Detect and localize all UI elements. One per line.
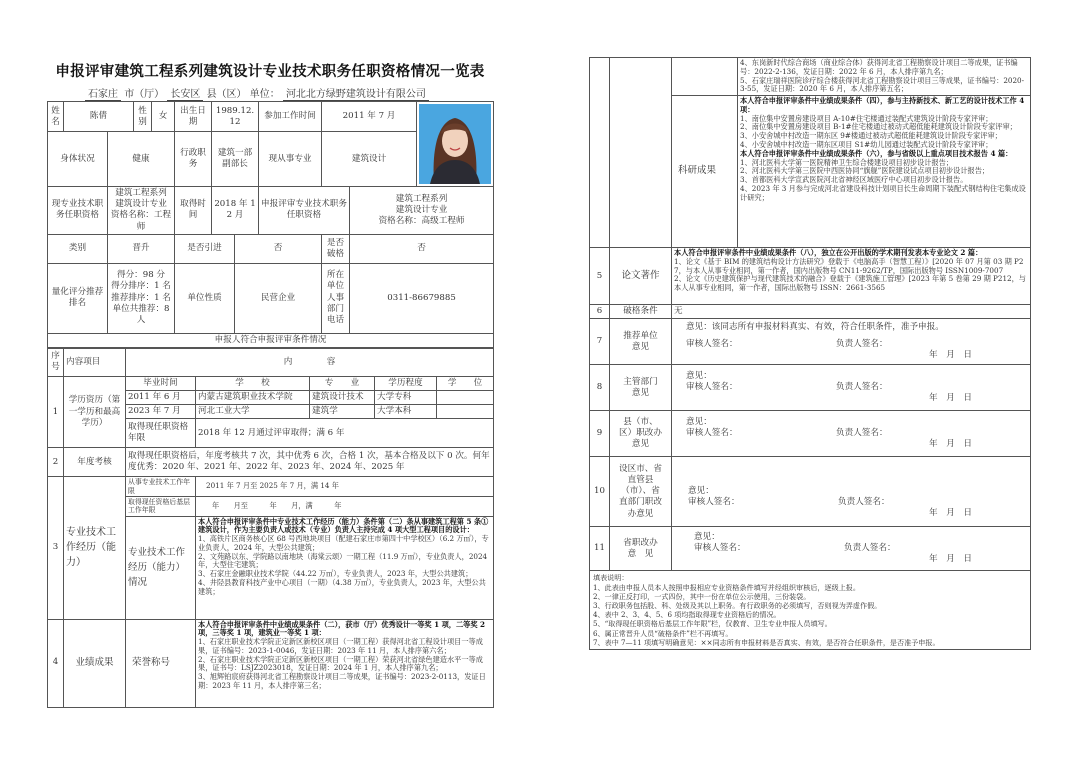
achievements-label: 业绩成果: [64, 619, 126, 707]
form-notes: [590, 571, 1031, 650]
note-item: 7、表中 7—11 项填写明确意见：××同志所有申报材料是否真实、有效，是否符合任职条件，是否准予申报。: [593, 637, 940, 647]
unit-nature-value: 民营企业: [235, 263, 322, 333]
paper-item: 1、论文《基于 BIM 的建筑结构设计方法研究》登载于《电脑高手（智慧工程）》[2020 年 07 月第 03 期 P27，与本人从事专业相同，第一作者，国内出版物号 CN11-9262/TP，国际出版物号 ISSN1009-7007: [674, 256, 1024, 275]
edu-header-time: 毕业时间: [126, 376, 196, 390]
document-title: 申报评审建筑工程系列建筑设计专业技术职务任职资格情况一览表: [55, 64, 485, 80]
annual-review-label: 年度考核: [64, 448, 126, 477]
research-heading: 本人符合申报评审条件中业绩成果条件（四），参与主持新技术、新工艺的设计技术工作 4 项：: [740, 96, 1025, 114]
edu-level: 大学本科: [375, 405, 437, 419]
opinion-row: [590, 365, 1031, 411]
opinion-content: [672, 527, 1031, 571]
opinion-row: [590, 319, 1031, 365]
location-line: [47, 85, 493, 100]
continued-label: [610, 58, 672, 248]
note-item: 4、表中 2、3、4、5、6 项均指取得现专业资格后的情况。: [593, 610, 781, 620]
recommend-rank-value: 推荐排序：1 名: [111, 292, 171, 303]
opinion-label: 设区市、省直管县（市）、省直部门职改办意见: [610, 457, 672, 527]
opinion-date[interactable]: 年 月 日: [929, 393, 972, 404]
conditions-table: [47, 348, 494, 708]
work-years-label: 从事专业技术工作年限: [126, 477, 196, 497]
opinion-row: [590, 527, 1031, 571]
current-qual-name: 资格名称：工程师: [110, 210, 172, 232]
exceptional-no: 6: [590, 305, 610, 319]
opinion-row: [590, 411, 1031, 457]
right-page: [589, 57, 1030, 650]
admin-post-label: 行政职务: [175, 132, 212, 187]
experience-item: 2、文苑路以东、学院路以南地块（海棠云颂）一期工程（11.9 万㎡），专业负责人，2024 年，大型住宅建筑；: [198, 551, 488, 570]
annual-review-no: 2: [48, 448, 64, 477]
honors-label: 荣誉称号: [126, 619, 196, 707]
leader-signature[interactable]: 负责人签名：: [836, 382, 888, 393]
opinion-no: 11: [590, 527, 610, 571]
report-heading: 本人符合申报评审条件中业绩成果条件（六），参与省级以上重点项目技术报告 4 篇：: [740, 148, 1013, 158]
applicant-photo: [417, 102, 494, 187]
opinion-text[interactable]: 意见：: [688, 485, 714, 496]
opinion-label: 推荐单位意见: [610, 319, 672, 365]
papers-label: 论文著作: [610, 248, 672, 305]
work-start-value: 2011 年 7 月: [322, 102, 417, 132]
edu-header-major: 专 业: [310, 376, 375, 390]
exceptional-cond-value: 无: [672, 305, 1031, 319]
qual-years-value: 2018 年 12 月通过评审取得；满 6 年: [196, 419, 494, 448]
name-label: 姓名: [48, 102, 64, 132]
left-page: [47, 60, 493, 708]
edu-header-degree: 学 位: [437, 376, 494, 390]
note-item: 3、行政职务包括股、科、处级及其以上职务。有行政职务的必须填写，否则视为弄虚作假。: [593, 600, 882, 610]
experience-item: 1、高铁片区商务核心区 68 号西地块项目（配建石家庄市第四十中学校区）（6.2 万㎡），专业负责人，2024 年，大型公共建筑；: [198, 534, 489, 552]
reviewer-signature[interactable]: 审核人签名：: [686, 339, 738, 350]
current-qual-series: 建筑工程系列: [115, 188, 167, 198]
name-value: 陈倩: [64, 102, 134, 132]
note-item: 1、此表由申报人员本人按照申报相应专业资格条件填写并经组织审核后，逐级上报。: [593, 582, 860, 592]
honors-continued: [738, 58, 1031, 96]
honor-item: 1、石家庄职业技术学院正定新区新校区项目（一期工程）获得河北省工程设计项目一等成果，证书编号：2023-1-0046，发证日期：2023 年 11 月，本人排序第六名；: [198, 637, 483, 655]
opinion-no: 9: [590, 411, 610, 457]
research-item: 1、南位集中安置房建设项目 A-10#住宅楼通过装配式建筑设计阶段专家评审；: [740, 113, 993, 123]
unit-nature-label: 单位性质: [175, 263, 235, 333]
experience-item: 4、井陉县教育科技产业中心项目（一期）（4.38 万㎡），专业负责人，2023 年，大型公共建筑；: [198, 577, 486, 596]
grassroots-value: 年 月至 年 月，满 年: [196, 496, 494, 516]
papers-detail: [672, 248, 1031, 305]
hr-phone-label: 所在单位人事部门电话: [322, 263, 350, 333]
research-label: 科研成果: [672, 96, 738, 248]
honor-item: 5、石家庄瑞祥医院诊疗综合楼获得河北省工程勘察设计项目三等成果，证书编号：2020-3-55，发证日期：2020 年 6 月，本人排序第五名；: [740, 75, 1025, 94]
paper-item: 2、论文《历史建筑保护与现代建筑技术的融合》登载于《建筑施工管理》[2023 年第 5 卷第 29 期 P212，与本人从事专业相同，第一作者，国际出版物号 ISSN：2661-3565: [674, 274, 1026, 293]
current-qualification-label: 现专业技术职务任职资格: [48, 187, 108, 235]
district-suffix: 县（区）: [206, 89, 247, 100]
opinion-date[interactable]: 年 月 日: [929, 554, 972, 565]
education-label: 学历资历（第一学历和最高学历）: [64, 376, 126, 448]
papers-heading: 本人符合申报评审条件中业绩成果条件（八），独立在公开出版的学术期刊发表本专业论文 2 篇：: [674, 248, 983, 258]
birth-value: 1989.12.12: [212, 102, 259, 132]
annual-review-text: 取得现任职资格后，年度考核共 7 次，其中优秀 6 次，合格 1 次，基本合格及以下 0 次。何年度优秀：2020 年、2021 年、2022 年、2023 年、2024 年、2025 年: [126, 448, 494, 477]
unit-value: 河北北方绿野建筑设计有限公司: [283, 89, 429, 101]
city-suffix: 市（厅）: [124, 89, 165, 100]
reviewer-signature[interactable]: 审核人签名：: [686, 428, 738, 439]
report-item: 1、河北医科大学第一医院精神卫生综合楼建设项目初步设计报告；: [740, 157, 954, 167]
opinion-row: [590, 457, 1031, 527]
unit-label: 单位：: [249, 89, 280, 100]
exceptional-label: 是否破格: [322, 234, 350, 263]
edu-major: 建筑设计技术: [310, 391, 375, 405]
opinion-content: [672, 457, 1031, 527]
opinion-text: 意见：该同志所有申报材料真实、有效，符合任职条件，准予申报。: [686, 322, 944, 333]
experience-detail-label: 专业技术工作经历（能力）情况: [126, 516, 196, 619]
city-value: 石家庄: [85, 89, 121, 101]
apply-qual-series: 建筑工程系列: [395, 193, 448, 204]
opinion-no: 10: [590, 457, 610, 527]
category-value: 晋升: [108, 234, 175, 263]
continuation-table: [589, 57, 1031, 650]
achievements-no: 4: [48, 619, 64, 707]
report-item: 2、河北医科大学第三医院中西医协同“旗舰”医院建设试点项目初步设计报告；: [740, 166, 990, 176]
conditions-header: 申报人符合申报评审条件情况: [48, 333, 494, 347]
reviewer-signature[interactable]: 审核人签名：: [686, 382, 738, 393]
apply-qual-major: 建筑设计专业: [395, 204, 448, 215]
opinion-no: 8: [590, 365, 610, 411]
exceptional-cond-label: 破格条件: [610, 305, 672, 319]
edu-header-level: 学历程度: [375, 376, 437, 390]
birth-label: 出生日期: [175, 102, 212, 132]
edu-degree: [437, 391, 494, 405]
opinion-date[interactable]: 年 月 日: [929, 507, 972, 518]
opinion-content: [672, 365, 1031, 411]
obtained-value: 2018 年 12 月: [212, 187, 259, 235]
edu-degree: [437, 405, 494, 419]
exceptional-value: 否: [350, 234, 494, 263]
honors-detail: [196, 619, 494, 707]
opinion-text[interactable]: 意见：: [694, 532, 720, 543]
honors-heading: 本人符合申报评审条件中业绩成果条件（二），获市（厅）优秀设计一等奖 1 项，二等奖 2 项，三等奖 1 项，建筑业一等奖 1 项：: [198, 619, 486, 638]
papers-no: 5: [590, 248, 610, 305]
note-item: 5、“取得现任职资格后基层工作年限”栏，仅教育、卫生专业申报人员填写。: [593, 619, 832, 629]
introduced-label: 是否引进: [175, 234, 235, 263]
score-value: 得分：98 分: [116, 270, 166, 281]
notes-title: 填表说明：: [593, 573, 629, 583]
research-item: 2、南位集中安置房建设项目 B-1#住宅楼通过被动式超低能耗建筑设计阶段专家评审；: [740, 122, 1017, 132]
obtained-label: 取得时间: [175, 187, 212, 235]
opinion-content: [672, 319, 1031, 365]
opinion-date[interactable]: 年 月 日: [929, 439, 972, 450]
item-header: 内容项目: [64, 348, 126, 376]
research-detail: [738, 96, 1031, 248]
honor-item: 4、东岗新时代综合商场（商业综合体）获得河北省工程勘察设计项目二等成果，证书编号：2022-2-136，发证日期：2022 年 6 月，本人排序第九名；: [740, 58, 1018, 76]
edu-school: 河北工业大学: [196, 405, 310, 419]
research-item: 4、小安舍城中村改造一期东区项目 S1#幼儿园通过装配式设计阶段专家评审；: [740, 140, 993, 150]
work-years-value: 2011 年 7 月至 2025 年 7 月，满 14 年: [196, 477, 494, 497]
opinion-label: 主管部门意见: [610, 365, 672, 411]
edu-school: 内蒙古建筑职业技术学院: [196, 391, 310, 405]
apply-qualification-label: 申报评审专业技术职务任职资格: [259, 187, 350, 235]
qual-years-label: 取得现任职资格年限: [126, 419, 196, 448]
hr-phone-value: 0311-86679885: [350, 263, 494, 333]
reviewer-signature[interactable]: 审核人签名：: [688, 496, 740, 507]
content-header: 内 容: [126, 348, 494, 376]
gender-label: 性别: [134, 102, 152, 132]
edu-major: 建筑学: [310, 405, 375, 419]
continued-no: [590, 58, 610, 248]
reviewer-signature[interactable]: 审核人签名：: [694, 543, 746, 554]
research-item: 3、小安舍城中村改造一期东区 9#楼通过被动式超低能耗建筑设计阶段专家评审；: [740, 131, 1002, 141]
experience-label: 专业技术工作经历（能力）: [64, 477, 126, 619]
grassroots-label: 取得现任资格后基层工作年限: [126, 496, 196, 516]
honor-item: 2、石家庄职业技术学院正定新区新校区项目（一期工程）荣获河北省绿色建造水平一等成果，证书号：LSJZ2023018，发证日期：2024 年 1 月，本人排序第九名；: [198, 654, 483, 673]
no-header: 序号: [48, 348, 64, 376]
current-qualification-value: [108, 187, 175, 235]
edu-time: 2011 年 6 月: [126, 391, 196, 405]
honor-item: 3、旭辉铂宸府获得河北省工程勘察设计项目二等成果，证书编号：2023-2-0113，发证日期：2023 年 11 月，本人排序第三名；: [198, 672, 486, 690]
district-value: 长安区: [167, 89, 203, 101]
experience-heading: 本人符合申报评审条件中专业技术工作经历（能力）条件第（二）条从事建筑工程第 5 条①建筑设计，作为主要负责人或技术（专业）负责人主持完成 4 项大型工程项目的设计：: [198, 516, 489, 535]
opinion-content: [672, 411, 1031, 457]
opinion-text[interactable]: 意见：: [686, 371, 712, 382]
leader-signature[interactable]: 负责人签名：: [836, 339, 888, 350]
introduced-value: 否: [235, 234, 322, 263]
category-label: 类别: [48, 234, 108, 263]
apply-qual-name: 资格名称：高级工程师: [378, 215, 465, 226]
leader-signature[interactable]: 负责人签名：: [838, 496, 890, 507]
experience-detail: [196, 516, 494, 619]
current-major-label: 现从事专业: [259, 132, 322, 187]
leader-signature[interactable]: 负责人签名：: [836, 428, 888, 439]
opinion-date[interactable]: 年 月 日: [929, 350, 972, 361]
work-start-label: 参加工作时间: [259, 102, 322, 132]
experience-no: 3: [48, 477, 64, 619]
ranking-label: 量化评分推荐排名: [48, 263, 108, 333]
ranking-values: [108, 263, 175, 333]
continued-honors-label: [672, 58, 738, 96]
leader-signature[interactable]: 负责人签名：: [844, 543, 896, 554]
admin-post-value: 建筑一部副部长: [212, 132, 259, 187]
basic-info-table: [47, 101, 494, 348]
current-qual-major: 建筑设计专业: [115, 199, 167, 210]
report-item: 4、2023 年 3 月参与完成河北省建设科技计划项目长生命周期下装配式钢结构住宅集成设计研究；: [740, 183, 1026, 202]
person-photo-icon: [426, 104, 484, 184]
opinion-no: 7: [590, 319, 610, 365]
edu-header-school: 学 校: [196, 376, 310, 390]
gender-value: 女: [152, 102, 175, 132]
education-no: 1: [48, 376, 64, 448]
health-value: 健康: [108, 132, 175, 187]
opinion-label: 县（市、区）职改办意见: [610, 411, 672, 457]
report-item: 3、首都医科大学宣武医院河北省神经区域医疗中心项目初步设计报告。: [740, 175, 968, 185]
apply-qualification-value: [350, 187, 494, 235]
edu-level: 大学专科: [375, 391, 437, 405]
opinion-text[interactable]: 意见：: [686, 417, 712, 428]
experience-item: 3、石家庄金融职业技术学院（44.22 万㎡），专业负责人，2023 年，大型公共建筑；: [198, 569, 473, 579]
note-item: 6、属正常晋升人员“破格条件”栏不再填写。: [593, 628, 733, 638]
note-item: 2、一律正反打印，一式四份，其中一份在单位公示使用，三份装袋。: [593, 591, 811, 601]
current-major-value: 建筑设计: [322, 132, 417, 187]
score-rank-value: 得分排序：1 名: [111, 281, 171, 292]
edu-time: 2023 年 7 月: [126, 405, 196, 419]
health-label: 身体状况: [48, 132, 108, 187]
opinion-label: 省职改办意 见: [610, 527, 672, 571]
total-recommended-value: 单位共推荐：8 人: [112, 303, 170, 325]
